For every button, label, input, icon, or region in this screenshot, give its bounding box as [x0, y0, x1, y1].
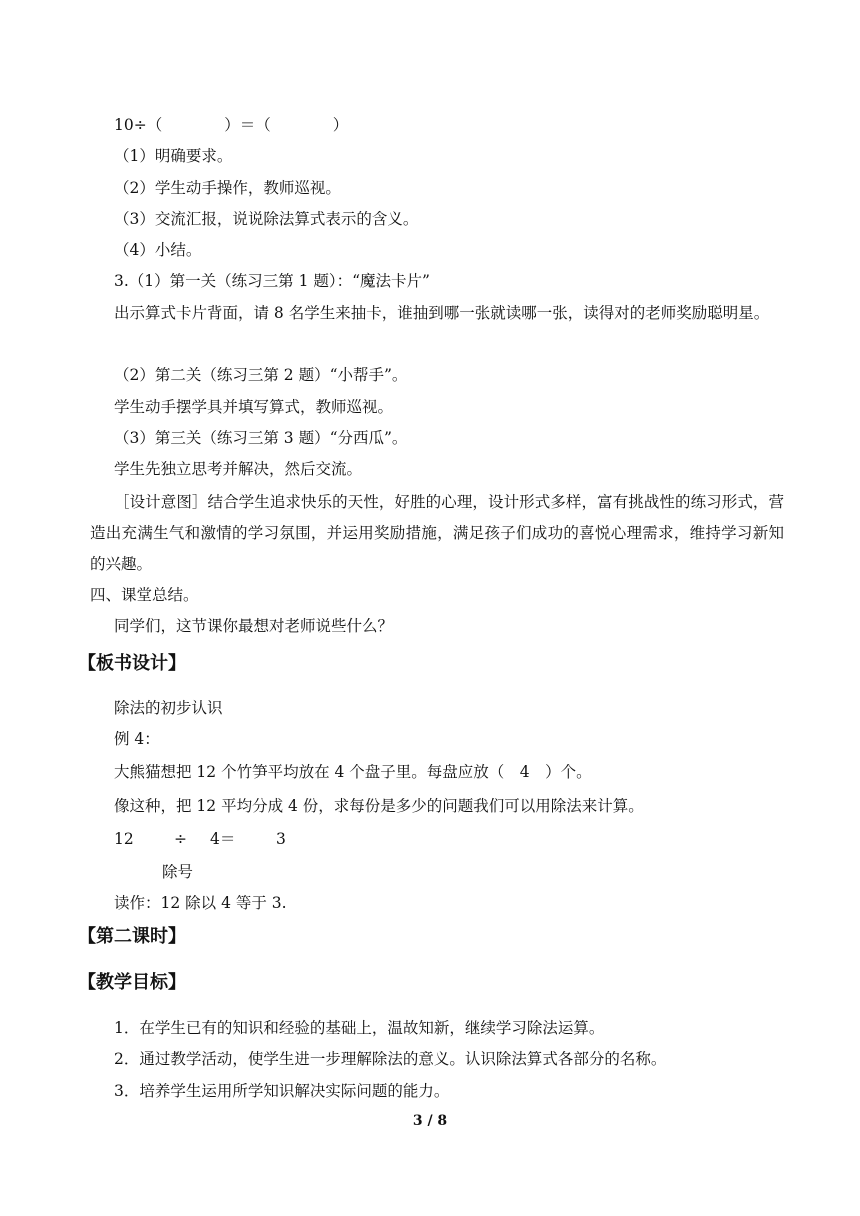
board-explanation: 像这种，把 12 平均分成 4 份，求每份是多少的问题我们可以用除法来计算。 — [114, 797, 644, 815]
board-example: 例 4： — [114, 730, 160, 748]
equation-divisor: 4＝ — [210, 830, 236, 848]
step-2: （2）学生动手操作，教师巡视。 — [114, 179, 341, 197]
teaching-goals-heading: 【教学目标】 — [78, 972, 186, 993]
page-number: 3 / 8 — [412, 1113, 448, 1129]
step-1: （1）明确要求。 — [114, 147, 233, 165]
board-reading: 读作：12 除以 4 等于 3. — [114, 894, 287, 912]
board-design-heading: 【板书设计】 — [78, 653, 186, 674]
goal-2: 2．通过教学活动，使学生进一步理解除法的意义。认识除法算式各部分的名称。 — [114, 1050, 667, 1068]
exercise-level-3-desc: 学生先独立思考并解决，然后交流。 — [114, 460, 363, 478]
summary-question: 同学们，这节课你最想对老师说些什么？ — [114, 617, 394, 635]
section-summary-heading: 四、课堂总结。 — [90, 586, 199, 604]
division-blank-equation: 10÷（ ）＝（ ） — [114, 116, 349, 134]
exercise-level-3: （3）第三关（练习三第 3 题）“分西瓜”。 — [114, 429, 408, 447]
exercise-level-2-desc: 学生动手摆学具并填写算式，教师巡视。 — [114, 398, 394, 416]
equation-dividend: 12 — [114, 830, 134, 848]
board-title: 除法的初步认识 — [114, 699, 223, 717]
step-4: （4）小结。 — [114, 241, 202, 259]
equation-division-sign: ÷ — [174, 830, 187, 848]
division-sign-label: 除号 — [162, 863, 194, 881]
equation-quotient: 3 — [276, 830, 286, 848]
step-3: （3）交流汇报，说说除法算式表示的含义。 — [114, 210, 419, 228]
exercise-level-1: 3.（1）第一关（练习三第 1 题）：“魔法卡片” — [114, 272, 430, 290]
design-intent-paragraph: ［设计意图］结合学生追求快乐的天性，好胜的心理，设计形式多样，富有挑战性的练习形式，营造出充满生气和激情的学习氛围，并运用奖励措施，满足孩子们成功的喜悦心理需求，维持学习新知的兴趣。 — [90, 493, 784, 573]
second-lesson-heading: 【第二课时】 — [78, 926, 186, 947]
goal-1: 1．在学生已有的知识和经验的基础上，温故知新，继续学习除法运算。 — [114, 1019, 605, 1037]
goal-3: 3．培养学生运用所学知识解决实际问题的能力。 — [114, 1082, 450, 1100]
exercise-level-2: （2）第二关（练习三第 2 题）“小帮手”。 — [114, 366, 408, 384]
board-problem: 大熊猫想把 12 个竹笋平均放在 4 个盘子里。每盘应放（ 4 ）个。 — [114, 763, 592, 781]
exercise-level-1-desc: 出示算式卡片背面，请 8 名学生来抽卡，谁抽到哪一张就读哪一张，读得对的老师奖励聪明星。 — [114, 304, 770, 322]
